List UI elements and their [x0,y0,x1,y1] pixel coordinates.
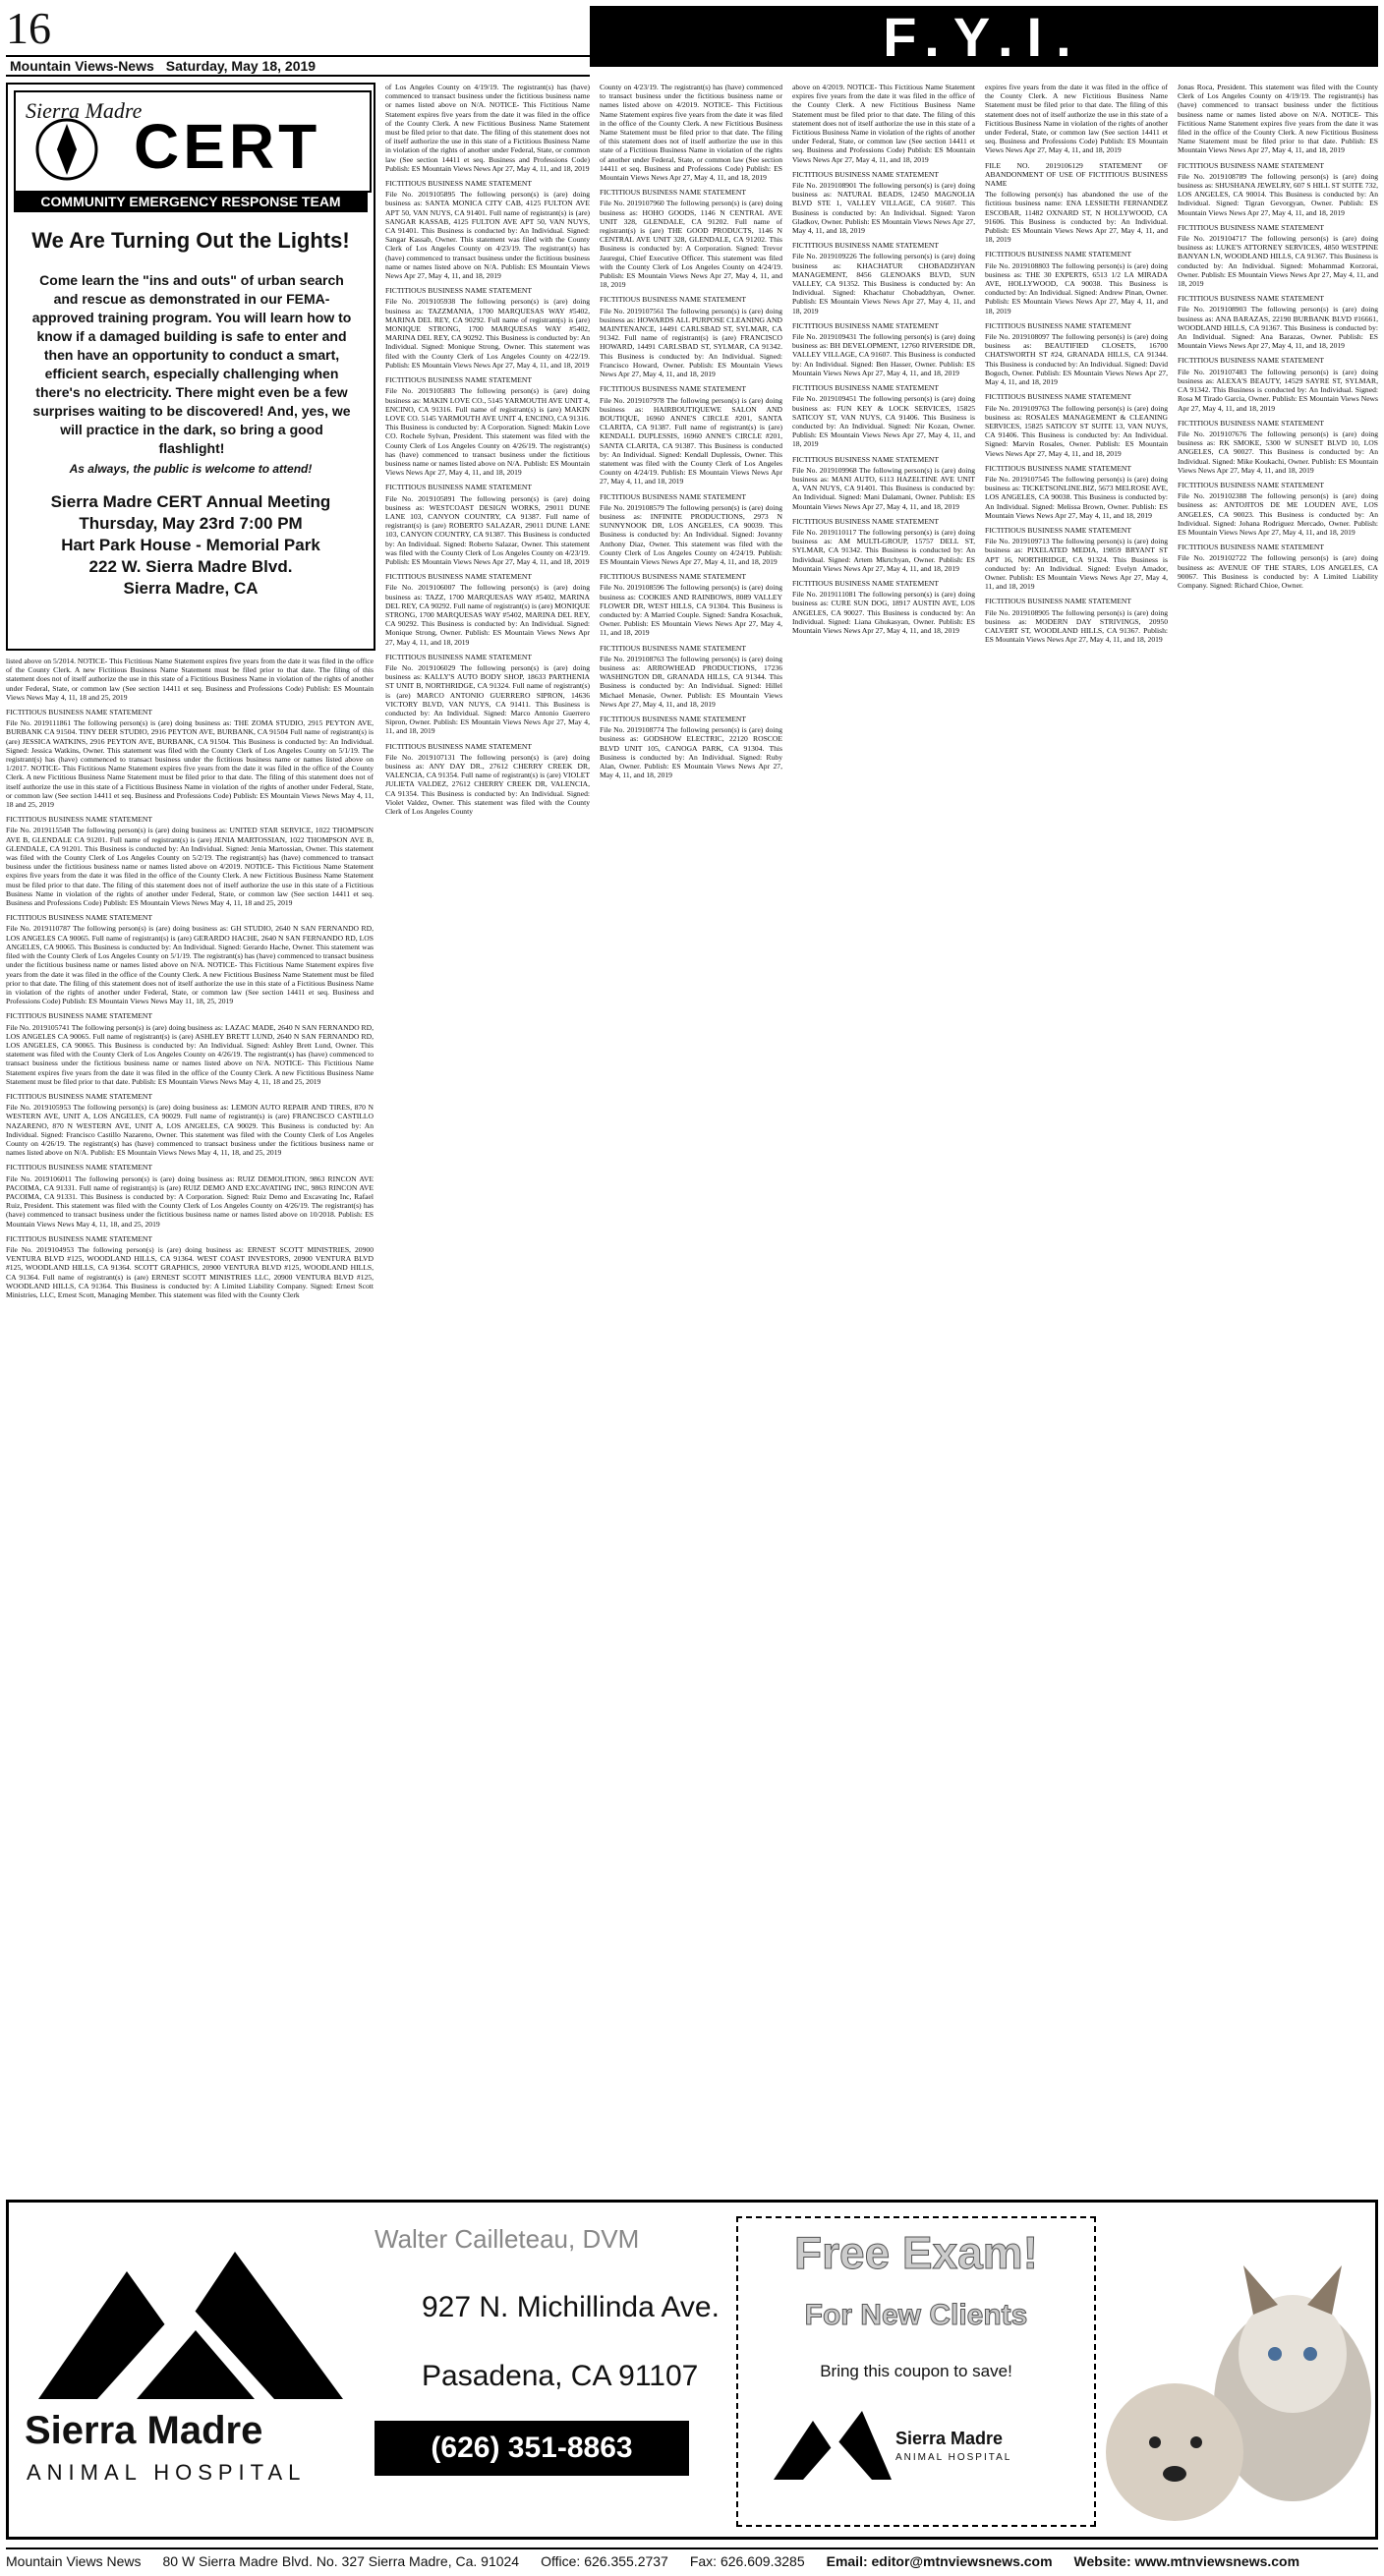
notice-text: File No. 2019109226 The following person(s) is (are) doing business as: KHACHATUR CHOBADZHYAN MANAGEMENT, 8456 GLENOAKS BLVD, SUN VALLEY, CA 91352. This Business is conducted by: An Individual. Signed: Khachatur Chobadzhyan, Owner. Publish: ES Mountain Views News Apr 27, May 4, 11, and 18, 2019 [792,252,975,315]
notice-text: File No. 2019109451 The following person(s) is (are) doing business as: FUN KEY & LOCK SERVICES, 15825 SATICOY ST, VAN NUYS, CA 91406. This Business is conducted by: An Individual. Signed: Nir Kozan, Owner. Publish: ES Mountain Views News Apr 27, May 4, 11, and 18, 2019 [792,394,975,449]
notice-text: County on 4/23/19. The registrant(s) has (have) commenced to transact business under the fictitious business name or names listed above on 4/2019. NOTICE- This Fictitious Name Statement expires five years from the date it was filed in the office of the County Clerk. A new Fictitious Business Name Statement must be filed prior to that date. The filing of this statement does not of itself authorize the use in this state of a Fictitious Business Name in violation of the rights of another under Federal, State, or common law (See section 14411 et seq. Business and Professions Code) Publish: ES Mountain Views News Apr 27, May 4, 11, and 18, 2019 [600,83,782,183]
notice-text: File No. 2019108579 The following person(s) is (are) doing business as: INFINITE PRODUCTIONS, 2973 N SUNNYNOOK DR, LOS ANGELES, CA 90039. This Business is conducted by: An Individual. Signed: Jovanny Anthony Diaz, Owner. This statement was filed with the County Clerk of Los Angeles County on 4/24/19. Publish: ES Mountain Views News Apr 27, May 4, 11, and 18, 2019 [600,502,782,566]
notice-text: File No. 2019107676 The following person(s) is (are) doing business as: RK SMOKE, 5300 W SUNSET BLVD 10, LOS ANGELES, CA 90027. This Business is conducted by: An Individual. Signed: Mike Koukachi, Owner. Publish: ES Mountain Views News Apr 27, May 4, 11, and 18, 2019 [1178,429,1378,475]
issue-date: Saturday, May 18, 2019 [165,58,317,74]
notice-text: File No. 2019107561 The following person(s) is (are) doing business as: HOWARDS ALL PURPOSE CLEANING AND MAINTENANCE, 14491 CARLSBAD ST, SYLMAR, CA 91342. Full name of registrant(s) is (are) FRANCISCO HOWARD, 14491 CARLSBAD ST, SYLMAR, CA 91342. This Business is conducted by: An Individual. Signed: Francisco Howard, Owner. Publish: ES Mountain Views News Apr 27, May 4, 11, and 18, 2019 [600,306,782,379]
notice-heading: FICTITIOUS BUSINESS NAME STATEMENT [385,652,532,661]
footer-website: Website: www.mtnviewsnews.com [1073,2553,1300,2569]
notice-text: File No. 2019111861 The following person(s) is (are) doing business as: THE ZOMA STUDIO, 2915 PEYTON AVE, BURBANK CA 91504. TINY DEER STUDIO, 2916 PEYTON AVE, BURBANK, CA 91504 Full name of registrant(s) is (are) JESSICA WATKINS, 2916 PEYTON AVE, BURBANK, CA 91504. This Business is conducted by: An Individual. Signed: Jessica Watkins, Owner. This statement was filed with the County Clerk of Los Angeles County on 5/1/19. The registrant(s) has (have) commenced to transact business under the fictitious business name or names listed above on 1/2017. NOTICE- This Fictitious Name Statement expires five years from the date it was filed in the office of the County Clerk. A new Fictitious Business Name Statement must be filed prior to that date. The filing of this statement does not of itself authorize the use in this state of a Fictitious Business Name in violation of the rights of another under Federal, State, or common law (See section 14411 et seq. Business and Professions Code) Publish: ES Mountain Views News May 4, 11, 18 and 25, 2019 [6,718,374,810]
notice-text: File No. 2019105938 The following person(s) is (are) doing business as: TAZZMANIA, 1700 MARQUESAS WAY #5402, MARINA DEL REY, CA 90292. Full name of registrant(s) is (are) MONIQUE STRONG, 1700 MARQUESAS WAY #5402, MARINA DEL REY, CA 90292. This Business is conducted by: An Individual. Signed: Monique Strong, Owner. This statement was filed with the County Clerk of Los Angeles County on 4/22/19. Publish: ES Mountain Views News Apr 27, May 4, 11, and 18, 2019 [385,297,590,370]
meeting-city: Sierra Madre, CA [123,579,259,598]
notice-heading: FICTITIOUS BUSINESS NAME STATEMENT [600,491,746,501]
notice-text: File No. 2019107978 The following person(s) is (are) doing business as: HAIRBOUTIQUEWE SALON AND BOUTIQUE, 16960 ANNE'S CIRCLE #201, SANTA CLARITA, CA 91387. Full name of registrant(s) is (are) KENDALL DUPLESSIS, 16960 ANNE'S CIRCLE #201, SANTA CLARITA, CA 91387. This Business is conducted by: An Individual. Signed: Kendall Duplessis, Owner. This statement was filed with the County Clerk of Los Angeles County on 4/24/19. Publish: ES Mountain Views News Apr 27, May 4, 11, and 18, 2019 [600,395,782,487]
cert-team-bar: COMMUNITY EMERGENCY RESPONSE TEAM [14,191,368,212]
notice-text: File No. 2019106029 The following person(s) is (are) doing business as: KALLY'S AUTO BODY SHOP, 18633 PARTHENIA ST UNIT B, NORTHRIDGE, CA 91324. Full name of registrant(s) is (are) MARCO ANTONIO GUERRERO SIPRON, 14636 VICTORY BLVD, VAN NUYS, CA 91411. This Business is conducted by: An Individual. Signed: Marco Antonio Guerrero Sipron, Owner. Publish: ES Mountain Views News Apr 27, May 4, 11, and 18, 2019 [385,662,590,736]
notice-text: File No. 2019104953 The following person(s) is (are) doing business as: ERNEST SCOTT MINISTRIES, 20900 VENTURA BLVD #125, WOODLAND HILLS, CA 91364. WEST COAST INVESTORS, 20900 VENTURA BLVD #125, WOODLAND HILLS, CA 91364. SCOTT GRAPHICS, 20900 VENTURA BLVD #125, WOODLAND HILLS, CA 91364. Full name of registrant(s) is (are) ERNEST SCOTT MINISTRIES LLC, 20900 VENTURA BLVD #125, WOODLAND HILLS, CA 91364. This Business is conducted by: A Limited Liability Company. Signed: Ernest Scott Ministries, LLC, Ernest Scott, Managing Member. This statement was filed with the County Clerk [6,1244,374,1299]
notice-heading: FICTITIOUS BUSINESS NAME STATEMENT [6,1011,152,1021]
footer-email: Email: editor@mtnviewsnews.com [826,2553,1053,2569]
footer-paper: Mountain Views News [6,2553,142,2569]
notice-text: File No. 2019107483 The following person(s) is (are) doing business as: ALEXA'S BEAUTY, 14529 SAYRE ST, SYLMAR, CA 91342. This Business is conducted by: An Individual. Signed: Rosa M Tirado Garcia, Owner. Publish: ES Mountain Views News Apr 27, May 4, 11, and 18, 2019 [1178,367,1378,413]
notice-heading: FICTITIOUS BUSINESS NAME STATEMENT [600,188,746,198]
meeting-when: Thursday, May 23rd 7:00 PM [79,514,303,533]
notice-column-2 [385,83,590,2190]
notice-text: The following person(s) has abandoned the use of the fictitious business name: ENA LESSIETH FERNANDEZ ESCOBAR, 11482 OXNARD ST, N HOLLYWOOD, CA 91606. This Business is conducted by: An Individual. Publish: ES Mountain Views News Apr 27, May 4, 11, and 18, 2019 [985,190,1168,245]
notice-heading: FICTITIOUS BUSINESS NAME STATEMENT [600,572,746,582]
notice-text: File No. 2019109968 The following person(s) is (are) doing business as: MANI AUTO, 6113 HAZELTINE AVE UNIT A, VAN NUYS, CA 91401. This Business is conducted by: An Individual. Signed: Mani Dalamani, Owner. Publish: ES Mountain Views News Apr 27, May 4, 11, and 18, 2019 [792,465,975,511]
notice-heading: FICTITIOUS BUSINESS NAME STATEMENT [6,1233,152,1243]
notice-text: File No. 2019110787 The following person(s) is (are) doing business as: GH STUDIO, 2640 N SAN FERNANDO RD, LOS ANGELES CA 90065. Full name of registrant(s) is (are) GERARDO HACHE, 2640 N SAN FERNANDO RD, LOS ANGELES, CA 90065. This Business is conducted by: An Individual. Signed: Gerardo Hache, Owner. This statement was filed with the County Clerk of Los Angeles County on 5/1/19. The registrant(s) has (have) commenced to transact business under the fictitious business name or names listed above on N/A. NOTICE- This Fictitious Name Statement expires five years from the date it was filed in the office of the County Clerk. A new Fictitious Business Name Statement must be filed prior to that date. The filing of this statement does not of itself authorize the use in this state of a Fictitious Business Name in violation of the rights of another under Federal, State, or common law (See section 14411 et seq. Business and Professions Code) Publish: ES Mountain Views News May 11, 18, 25, 2019 [6,924,374,1006]
notice-text: File No. 2019102722 The following person(s) is (are) doing business as: AVENUE OF THE STARS, LOS ANGELES, CA 90067. This Business is conducted by: A Limited Liability Company. Signed: Richard Chioe, Owner. [1178,553,1378,590]
notice-text: listed above on 5/2014. NOTICE- This Fictitious Name Statement expires five years from the date it was filed in the office of the County Clerk. A new Fictitious Business Name Statement must be filed prior to that date. The filing of this statement does not of itself authorize the use in this state of a Fictitious Business Name in violation of the rights of another under Federal, State, or common law (See section 14411 et seq. Business and Professions Code) Publish: ES Mountain Views News May 4, 11, 18 and 25, 2019 [6,657,374,702]
notice-text: File No. 2019110117 The following person(s) is (are) doing business as: AM MULTI-GROUP, 15757 DELL ST, SYLMAR, CA 91342. This Business is conducted by: An Individual. Signed: Artem Mkrtchyan, Owner. Publish: ES Mountain Views News Apr 27, May 4, 11, and 18, 2019 [792,527,975,573]
meeting-address: 222 W. Sierra Madre Blvd. [88,557,293,576]
clinic-name: Sierra Madre [25,2409,263,2452]
notice-heading: FICTITIOUS BUSINESS NAME STATEMENT [385,572,532,582]
notice-heading: FICTITIOUS BUSINESS NAME STATEMENT [985,250,1131,259]
clinic-city: Pasadena, CA 91107 [422,2360,699,2392]
notice-text: File No. 2019107545 The following person(s) is (are) doing business as: TICKETSONLINE.BIZ, 5673 MELROSE AVE, LOS ANGELES, CA 90038. This Business is conducted by: An Individual. Signed: Melissa Brown, Owner. Publish: ES Mountain Views News Apr 27, May 4, 11, and 18, 2019 [985,474,1168,520]
notice-heading: FICTITIOUS BUSINESS NAME STATEMENT [600,643,746,653]
notice-heading: FICTITIOUS BUSINESS NAME STATEMENT [385,375,532,385]
section-banner: F.Y.I. [590,6,1378,67]
notice-column-4 [792,83,975,2190]
notice-heading: FICTITIOUS BUSINESS NAME STATEMENT [792,320,939,330]
notice-text: File No. 2019104717 The following person(s) is (are) doing business as: LUKE'S ATTORNEY SERVICES, 4850 WESTPINE BANYAN LN, WOODLAND HILLS, CA 91367. This Business is conducted by: An Individual. Signed: Mohammad Korzorai, Owner. Publish: ES Mountain Views News Apr 27, May 4, 11, and 18, 2019 [1178,234,1378,289]
notice-heading: FICTITIOUS BUSINESS NAME STATEMENT [1178,356,1324,366]
notice-text: File No. 2019111081 The following person(s) is (are) doing business as: CURE SUN DOG, 18917 AUSTIN AVE, LOS ANGELES, CA 90027. This Business is conducted by: An Individual. Signed: Liana Ghukasyan, Owner. Publish: ES Mountain Views News Apr 27, May 4, 11, and 18, 2019 [792,590,975,635]
clinic-phone: (626) 351-8863 [375,2421,689,2476]
notice-heading: FICTITIOUS BUSINESS NAME STATEMENT [6,708,152,717]
notice-text: File No. 2019108097 The following person(s) is (are) doing business as: BEAUTIFIED CLOSETS, 16700 CHATSWORTH ST #24, GRANADA HILLS, CA 91344. This Business is conducted by: An Individual. Signed: David Bogoch, Owner. Publish: ES Mountain Views News Apr 27, May 4, 11, and 18, 2019 [985,332,1168,387]
notice-heading: FICTITIOUS BUSINESS NAME STATEMENT [385,286,532,296]
cert-invite: As always, the public is welcome to attend! [69,462,313,476]
coupon-title: Free Exam! [793,2227,1038,2278]
cert-logo-script: Sierra Madre [26,98,143,123]
coupon-instructions: Bring this coupon to save! [820,2362,1012,2380]
notice-text: File No. 2019108763 The following person(s) is (are) doing business as: ARROWHEAD PRODUCTIONS, 17236 WASHINGTON DR, GRANADA HILLS, CA 91344. This Business is conducted by: An Individual. Signed: Hillel Michael Menasie, Owner. Publish: ES Mountain Views News Apr 27, May 4, 11, and 18, 2019 [600,654,782,709]
notice-heading: FICTITIOUS BUSINESS NAME STATEMENT [985,392,1131,402]
notice-heading: FICTITIOUS BUSINESS NAME STATEMENT [600,715,746,723]
dog-and-cat-photo [1106,2216,1371,2527]
notice-heading: FICTITIOUS BUSINESS NAME STATEMENT [792,241,939,251]
meeting-title: Sierra Madre CERT Annual Meeting [50,492,331,511]
notice-text: File No. 2019105741 The following person(s) is (are) doing business as: LAZAC MADE, 2640 N SAN FERNANDO RD, LOS ANGELES CA 90065. Full name of registrant(s) is (are) ASHLEY BRETT LUND, 2640 N SAN FERNANDO RD, LOS ANGELES, CA 90065. This Business is conducted by: An Individual. Signed: Ashley Brett Lund, Owner. This statement was filed with the County Clerk of Los Angeles County on 4/26/19. The registrant(s) has (have) commenced to transact business under the fictitious business name or names listed above on N/A. NOTICE- This Fictitious Name Statement expires five years from the date it was filed in the office of the County Clerk. A new Fictitious Business Name Statement must be filed prior to that date. Publish: ES Mountain Views News May 4, 11, 18 and 25, 2019 [6,1022,374,1086]
notice-heading: FICTITIOUS BUSINESS NAME STATEMENT [385,483,532,492]
notice-text: File No. 2019105883 The following person(s) is (are) doing business as: MAKIN LOVE CO., 5145 YARMOUTH AVE UNIT 4, ENCINO, CA 91316. Full name of registrant(s) is (are) MAKIN LOVE CO. 5145 YARMOUTH AVE UNIT 4, ENCINO, CA 91316. This Business is conducted by: A Corporation. Signed: Makin Love CO. Rochele Sylvan, President. This statement was filed with the County Clerk of Los Angeles County on 4/26/19. The registrant(s) has (have) commenced to transact business under the fictitious business name or names listed above on N/A. Publish: ES Mountain Views News Apr 27, May 4, 11, and 18, 2019 [385,386,590,478]
notice-text: File No. 2019109431 The following person(s) is (are) doing business as: BH DEVELOPMENT, 12760 RIVERSIDE DR, VALLEY VILLAGE, CA 91607. This Business is conducted by: An Individual. Signed: Ben Hasser, Owner. Publish: ES Mountain Views News Apr 27, May 4, 11, and 18, 2019 [792,332,975,377]
notice-heading: FICTITIOUS BUSINESS NAME STATEMENT [985,525,1131,535]
notice-text: File No. 2019105891 The following person(s) is (are) doing business as: WESTCOAST DESIGN WORKS, 29011 DUNE LANE 103, CANYON COUNTRY, CA 91387. Full name of registrant(s) is (are) ROBERTO SALAZAR, 29011 DUNE LANE 103, CANYON COUNTRY, CA 91387. This Business is conducted by: An Individual. Signed: Roberto Salazar, Owner. This statement was filed with the County Clerk of Los Angeles County on 4/23/19. Publish: ES Mountain Views News Apr 27, May 4, 11, and 18, 2019 [385,493,590,566]
clinic-street: 927 N. Michillinda Ave. [422,2291,720,2323]
notice-text: File No. 2019106011 The following person(s) is (are) doing business as: RUIZ DEMOLITION, 9863 RINCON AVE PACOIMA, CA 91331. Full name of registrant(s) is (are) RUIZ DEMO AND EXCAVATING INC, 9863 RINCON AVE PACOIMA, CA 91331. This Business is conducted by: A Corporation. Signed: Ruiz Demo and Excavating Inc, Rafael Ruiz, President. This statement was filed with the County Clerk of Los Angeles County on 4/26/19. The registrant(s) has (have) commenced to transact business under the fictitious business name or names listed above on 10/2018. Publish: ES Mountain Views News May 4, 11, 18, and 25, 2019 [6,1174,374,1229]
notice-text: File No. 2019102388 The following person(s) is (are) doing business as: ANTOJITOS DE ME LOUDEN AVE, LOS ANGELES, CA 90023. This Business is conducted by: An Individual. Signed: Johana Rodriguez Mercado, Owner. Publish: ES Mountain Views News Apr 27, May 4, 11, and 18, 2019 [1178,491,1378,537]
coupon-clinic-name: Sierra Madre [895,2429,1004,2448]
notice-heading: FICTITIOUS BUSINESS NAME STATEMENT [385,741,532,751]
footer-address: 80 W Sierra Madre Blvd. No. 327 Sierra Madre, Ca. 91024 [162,2553,520,2569]
vet-advertisement [6,2200,1378,2540]
notice-text: File No. 2019108596 The following person(s) is (are) doing business as: COOKIES AND RAINBOWS, 8089 VALLEY FLOWER DR, WEST HILLS, CA 91304. This Business is conducted by: A Married Couple. Signed: Sandra Kosachuk, Owner. Publish: ES Mountain Views News Apr 27, May 4, 11, and 18, 2019 [600,583,782,638]
notice-heading: FICTITIOUS BUSINESS NAME STATEMENT [6,1163,152,1173]
notice-text: File No. 2019108901 The following person(s) is (are) doing business as: NATURAL BEADS, 12450 MAGNOLIA BLVD STE 1, VALLEY VILLAGE, CA 91607. This Business is conducted by: An Individual. Signed: Yaron Gladkov, Owner. Publish: ES Mountain Views News Apr 27, May 4, 11, and 18, 2019 [792,181,975,236]
footer-office: Office: 626.355.2737 [541,2553,668,2569]
notice-column-6 [1178,83,1378,2190]
notice-text: expires five years from the date it was filed in the office of the County Clerk. A new Fictitious Business Name Statement must be filed prior to that date. The filing of this statement does not of itself authorize the use in this state of a Fictitious Business Name in violation of the rights of another under Federal, State, or common law (See section 14411 et seq. Business and Professions Code) Publish: ES Mountain Views News Apr 27, May 4, 11, and 18, 2019 [985,83,1168,155]
notice-text: File No. 2019108803 The following person(s) is (are) doing business as: THE 30 EXPERTS, 6513 1/2 LA MIRADA AVE, HOLLYWOOD, CA 90038. This Business is conducted by: An Individual. Signed: Andrew Pinan, Owner. Publish: ES Mountain Views News Apr 27, May 4, 11, and 18, 2019 [985,260,1168,315]
notice-heading: FICTITIOUS BUSINESS NAME STATEMENT [1178,418,1324,428]
notice-heading: FICTITIOUS BUSINESS NAME STATEMENT [1178,160,1324,170]
notice-text: File No. 2019107131 The following person(s) is (are) doing business as: ANY DAY DR., 27612 CHERRY CREEK DR, VALENCIA, CA 91354. Full name of registrant(s) is (are) VIOLET JULIETA VALDEZ, 27612 CHERRY CREEK DR, VALENCIA, CA 91354. This Business is conducted by: An Individual. Signed: Violet Valdez, Owner. This statement was filed with the County Clerk of Los Angeles County [385,752,590,817]
coupon [736,2216,1096,2527]
cert-headline: We Are Turning Out the Lights! [31,228,350,253]
notice-text: File No. 2019108905 The following person(s) is (are) doing business as: MODERN DAY STRIVINGS, 20950 CALVERT ST, WOODLAND HILLS, CA 91367. Publish: ES Mountain Views News Apr 27, May 4, 11, and 18, 2019 [985,607,1168,645]
notice-heading: FICTITIOUS BUSINESS NAME STATEMENT [1178,222,1324,232]
notice-heading: FICTITIOUS BUSINESS NAME STATEMENT [1178,294,1324,304]
notice-heading: FICTITIOUS BUSINESS NAME STATEMENT [1178,480,1324,489]
notice-heading: FICTITIOUS BUSINESS NAME STATEMENT [1178,543,1324,552]
notice-text: File No. 2019108789 The following person(s) is (are) doing business as: SHUSHANA JEWELRY, 607 S HILL ST SUITE 732, LOS ANGELES, CA 90014. This Business is conducted by: An Individual. Signed: Tigran Gevorgyan, Owner. Publish: ES Mountain Views News Apr 27, May 4, 11, and 18, 2019 [1178,171,1378,217]
coupon-clinic-subtitle: ANIMAL HOSPITAL [895,2452,1012,2463]
cert-logo [14,90,372,193]
cert-logo-letters: CERT [134,111,321,182]
notice-heading: FICTITIOUS BUSINESS NAME STATEMENT [792,169,939,179]
masthead-bar [6,55,590,77]
clinic-mountain-logo [38,2242,343,2409]
notice-heading: FICTITIOUS BUSINESS NAME STATEMENT [792,454,939,464]
notice-text: of Los Angeles County on 4/19/19. The registrant(s) has (have) commenced to transact business under the fictitious business name or names listed above on N/A. NOTICE- This Fictitious Name Statement expires five years from the date it was filed in the office of the County Clerk. A new Fictitious Business Name Statement must be filed prior to that date. The filing of this statement does not of itself authorize the use in this state of a Fictitious Business Name in violation of the rights of another under Federal, State, or common law (See section 14411 et seq. Business and Professions Code) Publish: ES Mountain Views News Apr 27, May 4, 11, and 18, 2019 [385,83,590,173]
notice-column-1 [6,657,374,2190]
notice-text: File No. 2019105953 The following person(s) is (are) doing business as: LEMON AUTO REPAIR AND TIRES, 870 N WESTERN AVE, UNIT A, LOS ANGELES, CA 90029. Full name of registrant(s) is (are) FRANCISCO CASTILLO NAZARENO, 870 N WESTERN AVE, UNIT A, LOS ANGELES, CA 90029. This Business is conducted by: An Individual. Signed: Francisco Castillo Nazareno, Owner. This statement was filed with the County Clerk of Los Angeles County on 4/26/19. The registrant(s) has (have) commenced to transact business under the fictitious business name or names listed above on N/A. Publish: ES Mountain Views News May 4, 11, 18, and 25, 2019 [6,1103,374,1158]
footer-fax: Fax: 626.609.3285 [689,2553,805,2569]
clinic-subtitle: ANIMAL HOSPITAL [27,2460,307,2485]
notice-column-5 [985,83,1168,2190]
notice-heading: FICTITIOUS BUSINESS NAME STATEMENT [985,320,1131,330]
notice-text: File No. 2019105895 The following person(s) is (are) doing business as: SANTA MONICA CITY CAB, 4125 FULTON AVE APT 50, VAN NUYS, CA 91401. Full name of registrant(s) is (are) SANGAR KASSAB, 4125 FULTON AVE APT 50, VAN NUYS, CA 91401. This Business is conducted by: An Individual. Signed: Sangar Kassab, Owner. This statement was filed with the County Clerk of Los Angeles County on 4/23/19. The registrant(s) has (have) commenced to transact business under the fictitious business name or names listed above on N/A. Publish: ES Mountain Views News Apr 27, May 4, 11, and 18, 2019 [385,190,590,281]
coupon-subtitle: For New Clients [804,2299,1028,2331]
paper-name: Mountain Views-News [10,58,154,74]
notice-heading: FILE NO. 2019106129 STATEMENT OF ABANDONMENT OF USE OF FICTITIOUS BUSINESS NAME [985,160,1168,189]
notice-heading: FICTITIOUS BUSINESS NAME STATEMENT [6,913,152,923]
cert-body: Come learn the "ins and outs" of urban search and rescue as demonstrated in our FEMA-approved training program. You will learn how to know if a damaged building is safe to enter and then have an opportunity to conduct a smart, efficient search, especially challenging when there's no electricity. There might even be a few surprises waiting to be discovered! And, yes, we will practice in the dark, so bring a good flashlight! [31,272,352,456]
notice-text: File No. 2019107960 The following person(s) is (are) doing business as: HOHO GOODS, 1146 N CENTRAL AVE UNIT 328, GLENDALE, CA 91202. Full name of registrant(s) is (are) THE GOOD PRODUCTS, 1146 N CENTRAL AVE UNIT 328, GLENDALE, CA 91202. This Business is conducted by: A Corporation. Signed: Trevor Jauregui, Chief Executive Officer. This statement was filed with the County Clerk of Los Angeles County on 4/24/19. Publish: ES Mountain Views News Apr 27, May 4, 11, and 18, 2019 [600,199,782,290]
notice-heading: FICTITIOUS BUSINESS NAME STATEMENT [6,815,152,825]
notice-text: File No. 2019106007 The following person(s) is (are) doing business as: TAZZ, 1700 MARQUESAS WAY #5402, MARINA DEL REY, CA 90292. Full name of registrant(s) is (are) MONIQUE STRONG, 1700 MARQUESAS WAY #5402, MARINA DEL REY, CA 90292. This Business is conducted by: An Individual. Signed: Monique Strong, Owner. Publish: ES Mountain Views News Apr 27, May 4, 11, and 18, 2019 [385,583,590,647]
notice-heading: FICTITIOUS BUSINESS NAME STATEMENT [985,463,1131,473]
notice-text: File No. 2019109713 The following person(s) is (are) doing business as: PIXELATED MEDIA, 19859 BRYANT ST APT 16, NORTHRIDGE, CA 91324. This Business is conducted by: An Individual. Signed: Evelyn Amador, Owner. Publish: ES Mountain Views News Apr 27, May 4, 11, and 18, 2019 [985,537,1168,592]
notice-heading: FICTITIOUS BUSINESS NAME STATEMENT [385,179,532,189]
notice-heading: FICTITIOUS BUSINESS NAME STATEMENT [600,384,746,394]
footer [6,2547,1378,2573]
cert-advertisement [6,83,375,651]
notice-heading: FICTITIOUS BUSINESS NAME STATEMENT [600,295,746,305]
notice-text: above on 4/2019. NOTICE- This Fictitious Name Statement expires five years from the date it was filed in the office of the County Clerk. A new Fictitious Business Name Statement must be filed prior to that date. The filing of this statement does not of itself authorize the use in this state of a Fictitious Business Name in violation of the rights of another under Federal, State, or common law (See section 14411 et seq. Business and Professions Code) Publish: ES Mountain Views News Apr 27, May 4, 11, and 18, 2019 [792,83,975,164]
notice-text: File No. 2019115548 The following person(s) is (are) doing business as: UNITED STAR SERVICE, 1022 THOMPSON AVE B, GLENDALE CA 91201. Full name of registrant(s) is (are) JENIA MARTOSSIAN, 1022 THOMPSON AVE B, GLENDALE, CA 91201. This Business is conducted by: An Individual. Signed: Jenia Martossian, Owner. This statement was filed with the County Clerk of Los Angeles County on 5/2/19. The registrant(s) has (have) commenced to transact business under the fictitious business name or names listed above on 4/2019. NOTICE- This Fictitious Name Statement expires five years from the date it was filed in the office of the County Clerk. A new Fictitious Business Name Statement must be filed prior to that date. The filing of this statement does not of itself authorize the use in this state of a Fictitious Business Name in violation of the rights of another under Federal, State, or common law (See section 14411 et seq. Business and Professions Code) Publish: ES Mountain Views News May 4, 11, 18 and 25, 2019 [6,826,374,908]
notice-heading: FICTITIOUS BUSINESS NAME STATEMENT [6,1091,152,1101]
notice-text: File No. 2019109763 The following person(s) is (are) doing business as: ROSALES MANAGEMENT & CLEANING SERVICES, 15825 SATICOY ST SUITE 13, VAN NUYS, CA 91406. This Business is conducted by: An Individual. Signed: Marvin Rosales, Owner. Publish: ES Mountain Views News Apr 27, May 4, 11, and 18, 2019 [985,403,1168,458]
notice-column-3 [600,83,782,2190]
meeting-place: Hart Park House - Memorial Park [61,536,320,554]
notice-heading: FICTITIOUS BUSINESS NAME STATEMENT [792,578,939,588]
coupon-logo-icon [774,2401,1059,2499]
notice-text: Jonas Roca, President. This statement was filed with the County Clerk of Los Angeles County on 4/19/19. The registrant(s) has (have) commenced to transact business under the fictitious business name or names listed above on N/A. NOTICE- This Fictitious Name Statement expires five years from the date it was filed in the office of the County Clerk. A new Fictitious Business Name Statement must be filed prior to that date. Publish: ES Mountain Views News Apr 27, May 4, 11, and 18, 2019 [1178,83,1378,155]
notice-text: File No. 2019108903 The following person(s) is (are) doing business as: ANA BARAZAS, 22190 BURBANK BLVD #16661, WOODLAND HILLS, CA 91367. This Business is conducted by: An Individual. Signed: Ana Barazas, Owner. Publish: ES Mountain Views News Apr 27, May 4, 11, and 18, 2019 [1178,305,1378,351]
cert-meeting-info [8,491,374,600]
notice-heading: FICTITIOUS BUSINESS NAME STATEMENT [792,383,939,393]
notice-heading: FICTITIOUS BUSINESS NAME STATEMENT [792,516,939,526]
notice-text: File No. 2019108774 The following person(s) is (are) doing business as: GODSHOW ELECTRIC, 22120 ROSCOE BLVD UNIT 105, CANOGA PARK, CA 91304. This Business is conducted by: An Individual. Signed: Ruby Alan, Owner. Publish: ES Mountain Views News Apr 27, May 4, 11, and 18, 2019 [600,725,782,780]
page-number: 16 [6,3,51,53]
notice-heading: FICTITIOUS BUSINESS NAME STATEMENT [985,597,1131,606]
doctor-name: Walter Cailleteau, DVM [375,2224,640,2254]
